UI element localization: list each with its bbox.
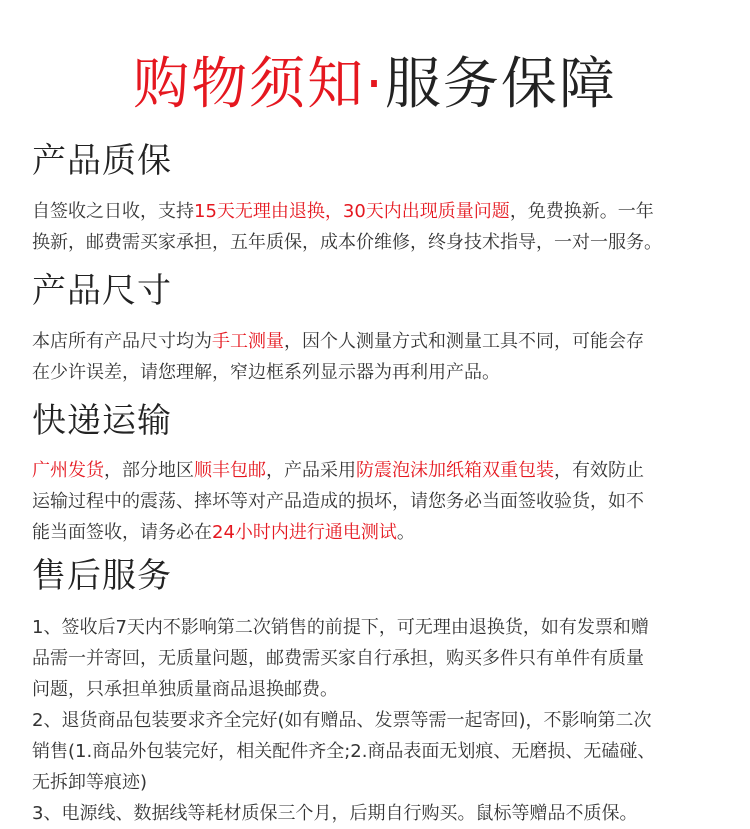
text-segment: ，产品采用 <box>266 460 356 481</box>
text-line <box>32 455 722 486</box>
text-line: 2、退货商品包装要求齐全完好(如有赠品、发票等需一起寄回)，不影响第二次 <box>32 710 652 731</box>
highlight-text: 15天无理由退换，30天内出现质量问题 <box>194 201 510 222</box>
highlight-text: 防震泡沫加纸箱双重包装 <box>356 460 554 481</box>
section-heading-shipping: 快递运输 <box>32 401 172 441</box>
text-segment: 在少许误差，请您理解，窄边框系列显示器为再利用产品。 <box>32 362 500 383</box>
text-line <box>32 486 722 517</box>
text-segment: 换新，邮费需买家承担，五年质保，成本价维修，终身技术指导，一对一服务。 <box>32 232 662 253</box>
section-body-after-sales <box>32 612 722 829</box>
text-line: 1、签收后7天内不影响第二次销售的前提下，可无理由退换货，如有发票和赠 <box>32 617 649 638</box>
text-segment: ，有效防止 <box>554 460 644 481</box>
text-segment: 自签收之日收，支持 <box>32 201 194 222</box>
text-segment: ，部分地区 <box>104 460 194 481</box>
text-line <box>32 517 722 548</box>
section-body-size <box>32 326 722 388</box>
section-heading-quality: 产品质保 <box>32 141 172 181</box>
text-line: 品需一并寄回，无质量问题，邮费需买家自行承担，购买多件只有单件有质量 <box>32 648 644 669</box>
text-line <box>32 227 722 258</box>
title-separator: · <box>365 52 385 117</box>
page-title <box>0 50 750 120</box>
section-body-shipping <box>32 455 722 548</box>
title-rest: 服务保障 <box>384 52 617 117</box>
text-line <box>32 196 722 227</box>
text-segment: 运输过程中的震荡、摔坏等对产品造成的损坏，请您务必当面签收验货，如不 <box>32 491 644 512</box>
text-segment: 本店所有产品尺寸均为 <box>32 331 212 352</box>
text-line: 3、电源线、数据线等耗材质保三个月，后期自行购买。鼠标等赠品不质保。 <box>32 803 638 824</box>
highlight-text: 顺丰包邮 <box>194 460 266 481</box>
section-heading-after-sales: 售后服务 <box>32 556 172 596</box>
text-segment: 。 <box>396 522 415 543</box>
text-line <box>32 326 722 357</box>
highlight-text: 24小时内进行通电测试 <box>212 522 397 543</box>
title-red: 购物须知 <box>133 52 366 117</box>
text-segment: ，免费换新。一年 <box>509 201 654 222</box>
text-line: 问题，只承担单独质量商品退换邮费。 <box>32 679 338 700</box>
section-body-quality <box>32 196 722 258</box>
highlight-text: 手工测量 <box>212 331 284 352</box>
text-line: 销售(1.商品外包装完好，相关配件齐全;2.商品表面无划痕、无磨损、无磕碰、 <box>32 741 656 762</box>
highlight-text: 广州发货 <box>32 460 104 481</box>
text-line <box>32 357 722 388</box>
section-heading-size: 产品尺寸 <box>32 271 172 311</box>
text-line: 无拆卸等痕迹) <box>32 772 148 793</box>
text-segment: 能当面签收，请务必在 <box>32 522 212 543</box>
text-segment: ，因个人测量方式和测量工具不同，可能会存 <box>284 331 644 352</box>
